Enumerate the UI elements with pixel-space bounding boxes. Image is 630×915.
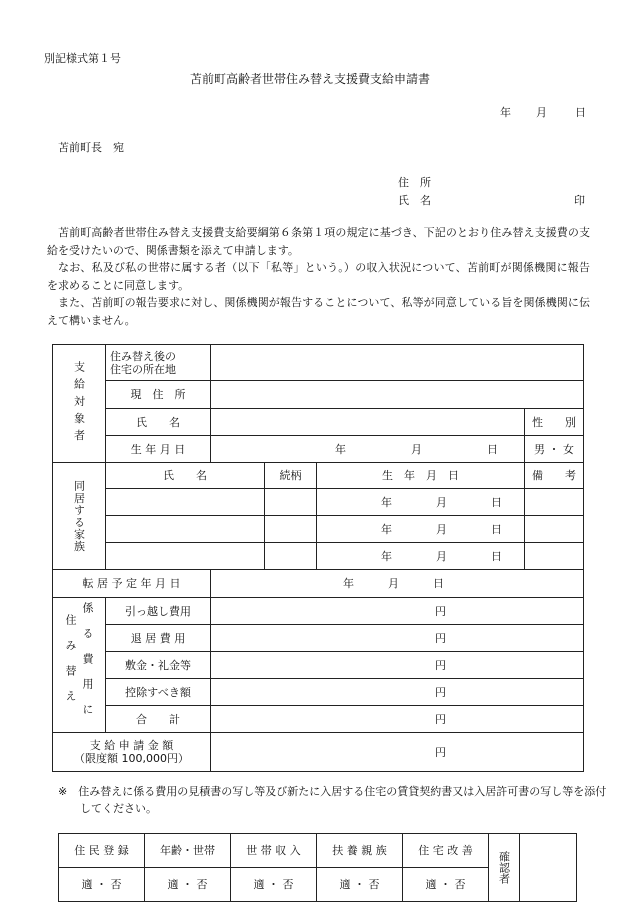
current-address-label: 現 住 所 (106, 381, 211, 409)
check-value[interactable]: 適 ・ 否 (403, 868, 489, 902)
family-relation-field[interactable] (265, 543, 317, 570)
fam-day: 日 (491, 522, 502, 536)
move-day: 日 (433, 577, 444, 590)
family-note-field[interactable] (525, 516, 584, 543)
family-note-field[interactable] (525, 489, 584, 516)
family-row (53, 516, 584, 543)
attachment-note: ※ 住み替えに係る費用の見積書の写し等及び新たに入居する住宅の賃貸契約書又は入居許可書の写し等を添付してください。 (58, 785, 607, 815)
family-header: 同居する家族 (72, 479, 86, 553)
gender-label: 性 別 (525, 409, 584, 436)
birthdate-field[interactable] (211, 436, 525, 463)
applicant-name-label: 氏 名 (398, 194, 431, 207)
paragraph-2: なお、私及び私の世帯に属する者（以下「私等」という。）の収入状況について、苫前町が関係機関に報告を求めることに同意します。 (47, 261, 590, 292)
family-name-field[interactable] (106, 543, 265, 570)
move-month: 月 (388, 577, 399, 590)
move-date-label: 転 居 予 定 年 月 日 (53, 570, 211, 598)
family-relation-field[interactable] (265, 489, 317, 516)
paragraph-3: また、苫前町の報告要求に対し、関係機関が報告することについて、私等が同意している旨を関係機関に伝えて構いません。 (47, 296, 590, 327)
fam-year: 年 (381, 549, 392, 563)
family-col-note: 備 考 (525, 463, 584, 489)
expense-amount[interactable]: 円 (211, 679, 584, 706)
check-table (58, 833, 577, 902)
fam-day: 日 (491, 549, 502, 563)
birthdate-label: 生 年 月 日 (106, 436, 211, 463)
check-header: 扶 養 親 族 (317, 834, 403, 868)
family-header-cell (53, 463, 106, 570)
family-col-birth: 生 年 月 日 (317, 463, 525, 489)
family-relation-field[interactable] (265, 516, 317, 543)
check-value[interactable]: 適 ・ 否 (145, 868, 231, 902)
check-header: 年齢・世帯 (145, 834, 231, 868)
family-birth-field[interactable] (317, 489, 525, 516)
family-note-field[interactable] (525, 543, 584, 570)
apply-amount-limit: （限度額 100,000円） (74, 752, 189, 765)
applicant-address-label: 住 所 (398, 176, 431, 189)
birth-year: 年 (335, 442, 346, 456)
move-date-field[interactable] (211, 570, 584, 598)
new-address-label: 住み替え後の 住宅の所在地 (106, 345, 211, 381)
check-header: 住 宅 改 善 (403, 834, 489, 868)
expense-header-left: 係る費用に (81, 601, 94, 729)
fam-month: 月 (436, 522, 447, 536)
family-col-name: 氏 名 (106, 463, 265, 489)
subject-header: 支給対象者 (72, 360, 86, 447)
family-row (53, 489, 584, 516)
apply-amount-label-cell (53, 733, 211, 772)
expense-amount[interactable]: 円 (211, 652, 584, 679)
confirm-field[interactable] (520, 834, 577, 902)
expense-label: 合 計 (106, 706, 211, 733)
expense-amount[interactable]: 円 (211, 598, 584, 625)
name-label: 氏 名 (106, 409, 211, 436)
expense-amount[interactable]: 円 (211, 706, 584, 733)
family-col-relation: 続柄 (265, 463, 317, 489)
fam-year: 年 (381, 495, 392, 509)
expense-amount[interactable]: 円 (211, 625, 584, 652)
confirm-label: 確認者 (497, 851, 511, 884)
name-field[interactable] (211, 409, 525, 436)
check-value[interactable]: 適 ・ 否 (231, 868, 317, 902)
new-address-field[interactable] (211, 345, 584, 381)
subject-header-cell (53, 345, 106, 463)
gender-value[interactable]: 男 ・ 女 (525, 436, 584, 463)
check-header: 住 民 登 録 (59, 834, 145, 868)
expense-header-cell (53, 598, 106, 733)
date-day: 日 (575, 106, 586, 119)
family-birth-field[interactable] (317, 516, 525, 543)
family-name-field[interactable] (106, 489, 265, 516)
birth-day: 日 (487, 442, 498, 456)
expense-label: 敷金・礼金等 (106, 652, 211, 679)
current-address-field[interactable] (211, 381, 584, 409)
date-year: 年 (500, 106, 511, 119)
fam-month: 月 (436, 549, 447, 563)
paragraph-1: 苫前町高齢者世帯住み替え支援費支給要綱第６条第１項の規定に基づき、下記のとおり住み替え支援費の支給を受けたいので、関係書類を添えて申請します。 (47, 226, 590, 257)
fam-month: 月 (436, 495, 447, 509)
check-value[interactable]: 適 ・ 否 (317, 868, 403, 902)
confirm-label-cell (489, 834, 520, 902)
application-table (52, 344, 584, 772)
date-month: 月 (536, 106, 547, 119)
apply-amount-field[interactable]: 円 (211, 733, 584, 772)
form-number: 別記様式第１号 (44, 52, 121, 65)
family-row (53, 543, 584, 570)
expense-header-right: 住み替え (64, 614, 77, 716)
check-header: 世 帯 収 入 (231, 834, 317, 868)
family-birth-field[interactable] (317, 543, 525, 570)
apply-amount-label: 支 給 申 請 金 額 (89, 739, 174, 752)
seal-mark: 印 (574, 194, 585, 207)
expense-label: 退 居 費 用 (106, 625, 211, 652)
document-title: 苫前町高齢者世帯住み替え支援費支給申請書 (190, 72, 431, 86)
addressee: 苫前町長 宛 (58, 141, 124, 154)
move-year: 年 (343, 577, 354, 590)
birth-month: 月 (411, 442, 422, 456)
check-value[interactable]: 適 ・ 否 (59, 868, 145, 902)
expense-label: 控除すべき額 (106, 679, 211, 706)
expense-label: 引っ越し費用 (106, 598, 211, 625)
fam-day: 日 (491, 495, 502, 509)
family-name-field[interactable] (106, 516, 265, 543)
fam-year: 年 (381, 522, 392, 536)
